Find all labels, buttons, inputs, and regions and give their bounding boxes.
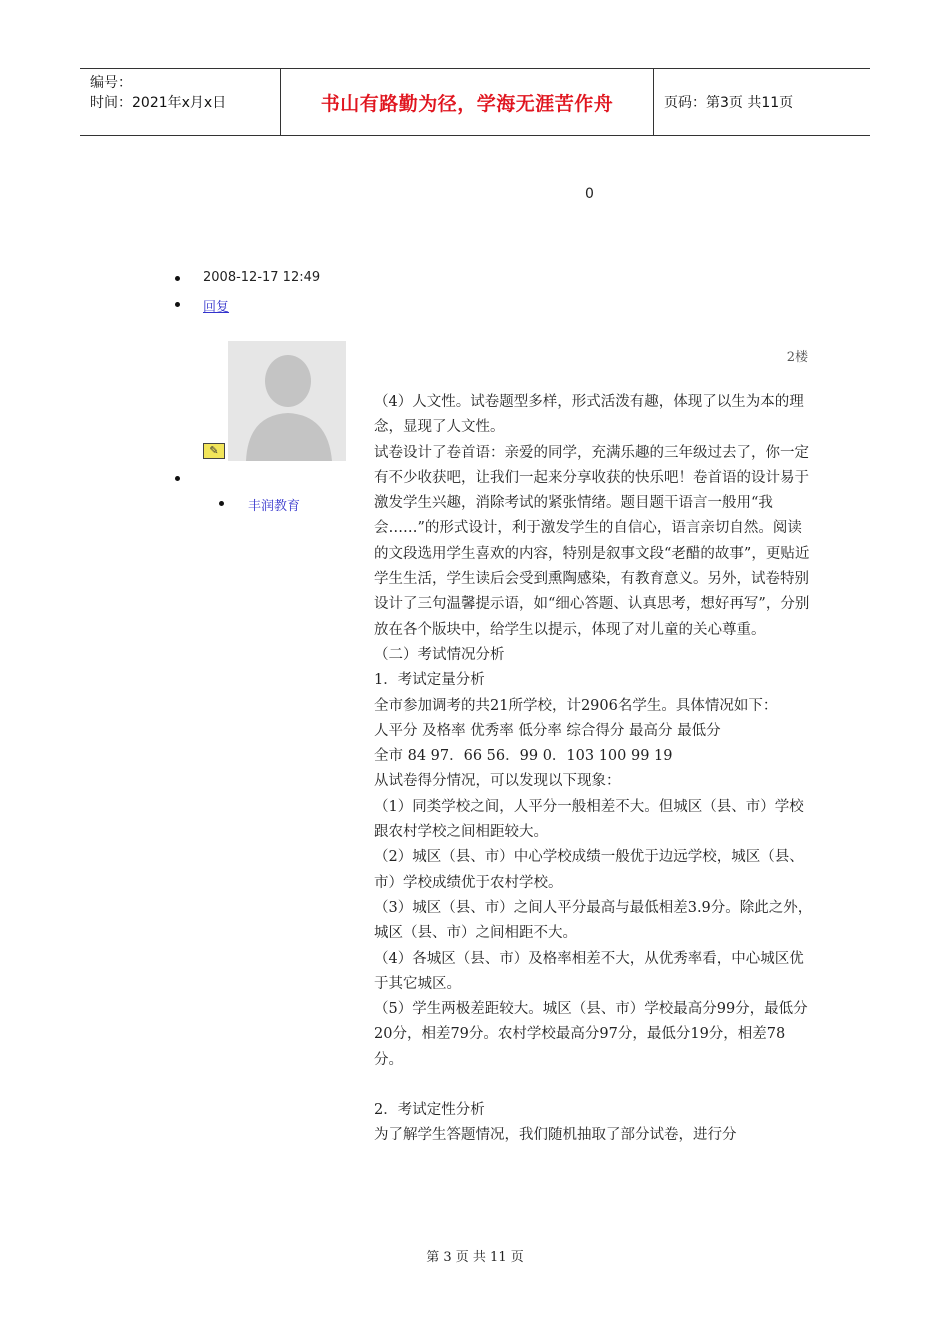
paragraph: （1）同类学校之间，人平分一般相差不大。但城区（县、市）学校跟农村学校之间相距较大。 xyxy=(374,798,804,841)
edit-icon[interactable]: ✎ xyxy=(203,443,225,459)
paragraph: 为了解学生答题情况，我们随机抽取了部分试卷，进行分 xyxy=(374,1127,737,1144)
post-content xyxy=(374,390,814,1149)
paragraph: （2）城区（县、市）中心学校成绩一般优于边远学校，城区（县、市）学校成绩优于农村学校。 xyxy=(374,849,804,891)
paragraph: （4）人文性。试卷题型多样，形式活泼有趣，体现了以生为本的理念，显现了人文性。 xyxy=(374,394,804,436)
bullet xyxy=(175,276,180,281)
post-timestamp: 2008-12-17 12:49 xyxy=(203,270,321,285)
number-label: 编号： xyxy=(90,75,132,91)
reply-link[interactable]: 回复 xyxy=(203,300,230,315)
header-table xyxy=(80,68,870,136)
paragraph: 1．考试定量分析 xyxy=(374,672,485,689)
avatar-silhouette-icon xyxy=(228,341,346,461)
paragraph: （5）学生两极差距较大。城区（县、市）学校最高分99分，最低分20分，相差79分。农村学校最高分97分，最低分19分，相差78分。 xyxy=(374,1001,808,1068)
page-info: 页码：第3页 共11页 xyxy=(664,95,794,111)
motto: 书山有路勤为径，学海无涯苦作舟 xyxy=(281,69,654,135)
username-link[interactable]: 丰润教育 xyxy=(248,499,301,514)
paragraph: 2．考试定性分析 xyxy=(374,1102,485,1119)
paragraph: 从试卷得分情况，可以发现以下现象： xyxy=(374,773,621,790)
paragraph: 试卷设计了卷首语：亲爱的同学，充满乐趣的三年级过去了，你一定有不少收获吧，让我们一起来分享收获的快乐吧！卷首语的设计易于激发学生兴趣，消除考试的紧张情绪。题目题干语言一般用“我会……”的形式设计，利于激发学生的自信心，语言亲切自然。阅读的文段选用学生喜欢的内容，特别是叙事文段“老醋的故事”，更贴近学生生活，学生读后会受到熏陶感染，有教育意义。另外，试卷特别设计了三句温馨提示语，如“细心答题、认真思考，想好再写”，分别放在各个版块中，给学生以提示，体现了对儿童的关心尊重。 xyxy=(374,444,810,638)
paragraph: （二）考试情况分析 xyxy=(374,646,505,663)
header-left-cell xyxy=(80,69,281,135)
stray-zero: 0 xyxy=(585,186,594,202)
paragraph: （4）各城区（县、市）及格率相差不大，从优秀率看，中心城区优于其它城区。 xyxy=(374,950,804,992)
bullet xyxy=(175,302,180,307)
floor-number: 2楼 xyxy=(786,350,808,365)
bullet xyxy=(175,476,180,481)
spacer xyxy=(374,1073,814,1098)
time-label: 时间：2021年x月x日 xyxy=(90,95,227,111)
paragraph: 人平分 及格率 优秀率 低分率 综合得分 最高分 最低分 xyxy=(374,722,721,739)
paragraph: （3）城区（县、市）之间人平分最高与最低相差3.9分。除此之外，城区（县、市）之间相距不大。 xyxy=(374,899,813,942)
bullet xyxy=(219,501,224,506)
avatar xyxy=(228,341,346,461)
page-footer: 第 3 页 共 11 页 xyxy=(426,1250,524,1265)
paragraph: 全市参加调考的共21所学校，计2906名学生。具体情况如下： xyxy=(374,697,778,714)
paragraph: 全市 84 97．66 56．99 0．103 100 99 19 xyxy=(374,748,673,765)
